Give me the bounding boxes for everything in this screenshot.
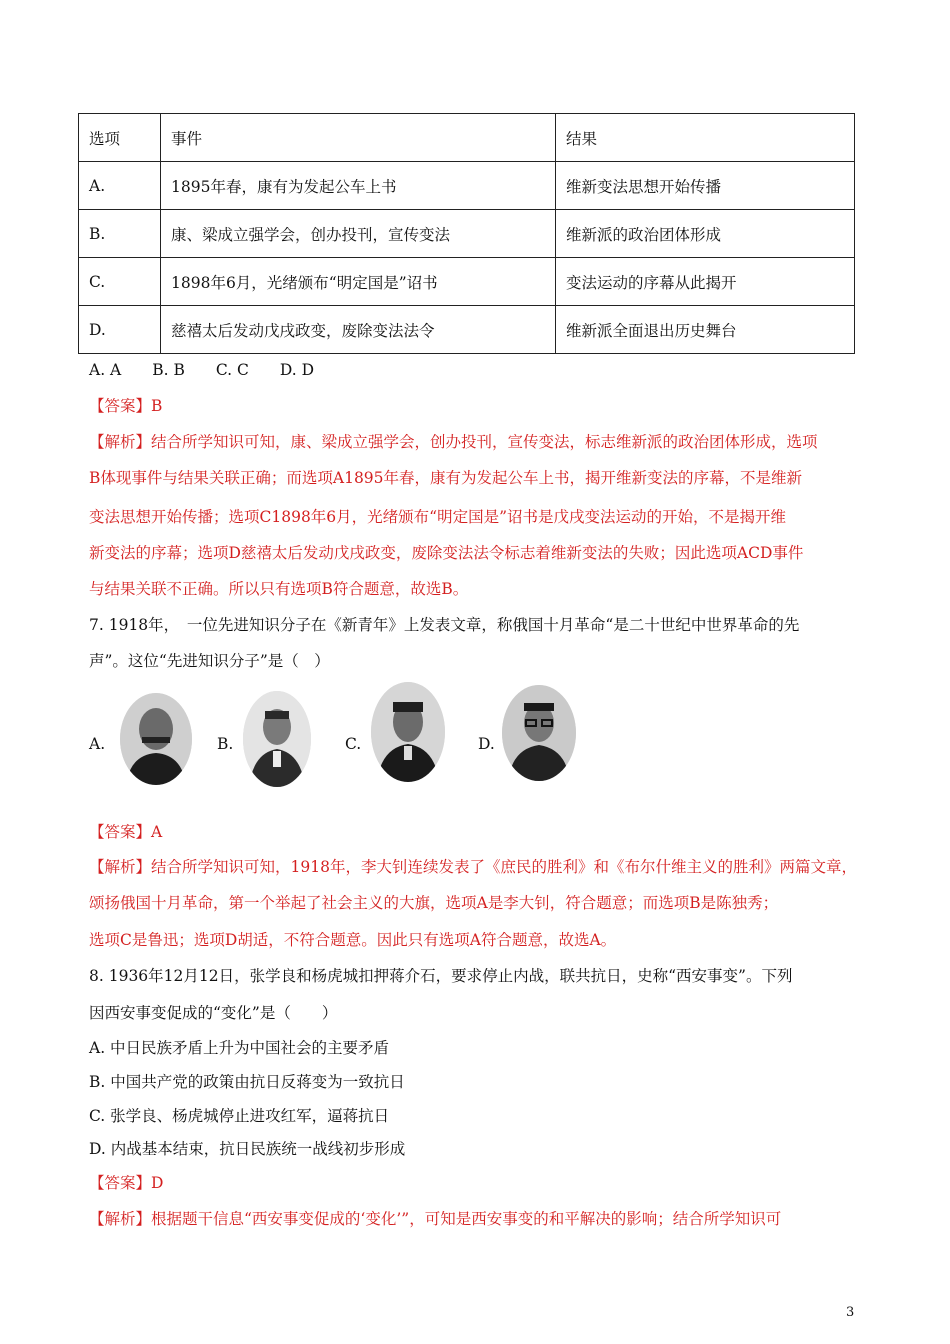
q6-analysis-line: 与结果关联不正确。所以只有选项B符合题意，故选B。 — [89, 580, 469, 598]
table-cell: C. — [79, 258, 161, 306]
q6-options: A. A B. B C. C D. D — [89, 361, 315, 379]
page-number: 3 — [846, 1305, 855, 1320]
q7-choice-d-label: D. — [478, 735, 495, 753]
q7-analysis-line: 【解析】结合所学知识可知，1918年，李大钊连续发表了《庶民的胜利》和《布尔什维主义的胜利》两篇文章， — [89, 858, 857, 876]
table-row — [79, 210, 855, 258]
q7-choice-a-label: A. — [89, 735, 106, 753]
table-cell: B. — [79, 210, 161, 258]
q8-analysis-line: 【解析】根据题干信息“西安事变促成的‘变化’”，可知是西安事变的和平解决的影响；结合所学知识可 — [89, 1210, 782, 1228]
q8-option-c: C. 张学良、杨虎城停止进攻红军，逼蒋抗日 — [89, 1107, 390, 1125]
q7-choice-b-label: B. — [217, 735, 234, 753]
q8-option-a: A. 中日民族矛盾上升为中国社会的主要矛盾 — [89, 1039, 390, 1057]
table-cell: A. — [79, 162, 161, 210]
events-results-table — [78, 113, 855, 354]
table-cell: 1898年6月，光绪颁布“明定国是”诏书 — [161, 258, 556, 306]
table-header-row — [79, 114, 855, 162]
table-cell: 维新派的政治团体形成 — [556, 210, 855, 258]
q6-analysis-line: B体现事件与结果关联正确；而选项A1895年春，康有为发起公车上书，揭开维新变法的序幕，不是维新 — [89, 469, 803, 487]
q6-analysis-line: 【解析】结合所学知识可知，康、梁成立强学会，创办投刊，宣传变法，标志维新派的政治团体形成，选项 — [89, 433, 818, 451]
table-row — [79, 258, 855, 306]
table-header-cell: 结果 — [556, 114, 855, 162]
q6-answer: 【答案】B — [89, 397, 163, 415]
table-cell: 康、梁成立强学会，创办投刊，宣传变法 — [161, 210, 556, 258]
q8-stem-line: 8. 1936年12月12日，张学良和杨虎城扣押蒋介石，要求停止内战，联共抗日，史称“西安事变”。下列 — [89, 967, 793, 985]
q6-analysis-line: 新变法的序幕；选项D慈禧太后发动戊戌政变，废除变法法令标志着维新变法的失败；因此选项ACD事件 — [89, 544, 804, 562]
table-cell: 维新变法思想开始传播 — [556, 162, 855, 210]
table-cell: 变法运动的序幕从此揭开 — [556, 258, 855, 306]
table-cell: 1895年春，康有为发起公车上书 — [161, 162, 556, 210]
q7-analysis-line: 选项C是鲁迅；选项D胡适，不符合题意。因此只有选项A符合题意，故选A。 — [89, 931, 617, 949]
q8-answer: 【答案】D — [89, 1174, 164, 1192]
q7-stem-line: 声”。这位“先进知识分子”是（ ） — [89, 652, 330, 670]
q8-option-d: D. 内战基本结束，抗日民族统一战线初步形成 — [89, 1140, 406, 1158]
table-row — [79, 306, 855, 354]
table-cell: 维新派全面退出历史舞台 — [556, 306, 855, 354]
q7-stem-line: 7. 1918年， 一位先进知识分子在《新青年》上发表文章，称俄国十月革命“是二十世纪中世界革命的先 — [89, 616, 800, 634]
q6-analysis-line: 变法思想开始传播；选项C1898年6月，光绪颁布“明定国是”诏书是戊戌变法运动的开始，不是揭开维 — [89, 508, 787, 526]
q7-answer: 【答案】A — [89, 823, 163, 841]
q7-choice-c-label: C. — [345, 735, 362, 753]
portrait-image-d — [502, 685, 576, 781]
table-header-cell: 事件 — [161, 114, 556, 162]
q8-option-b: B. 中国共产党的政策由抗日反蒋变为一致抗日 — [89, 1073, 405, 1091]
table-cell: D. — [79, 306, 161, 354]
table-cell: 慈禧太后发动戊戌政变，废除变法法令 — [161, 306, 556, 354]
portrait-image-a — [120, 693, 192, 785]
q7-analysis-line: 颂扬俄国十月革命，第一个举起了社会主义的大旗，选项A是李大钊，符合题意；而选项B是陈独秀； — [89, 894, 779, 912]
table-header-cell: 选项 — [79, 114, 161, 162]
q8-stem-line: 因西安事变促成的“变化”是（ ） — [89, 1004, 338, 1022]
portrait-image-b — [243, 691, 311, 787]
table-row — [79, 162, 855, 210]
portrait-image-c — [371, 682, 445, 782]
